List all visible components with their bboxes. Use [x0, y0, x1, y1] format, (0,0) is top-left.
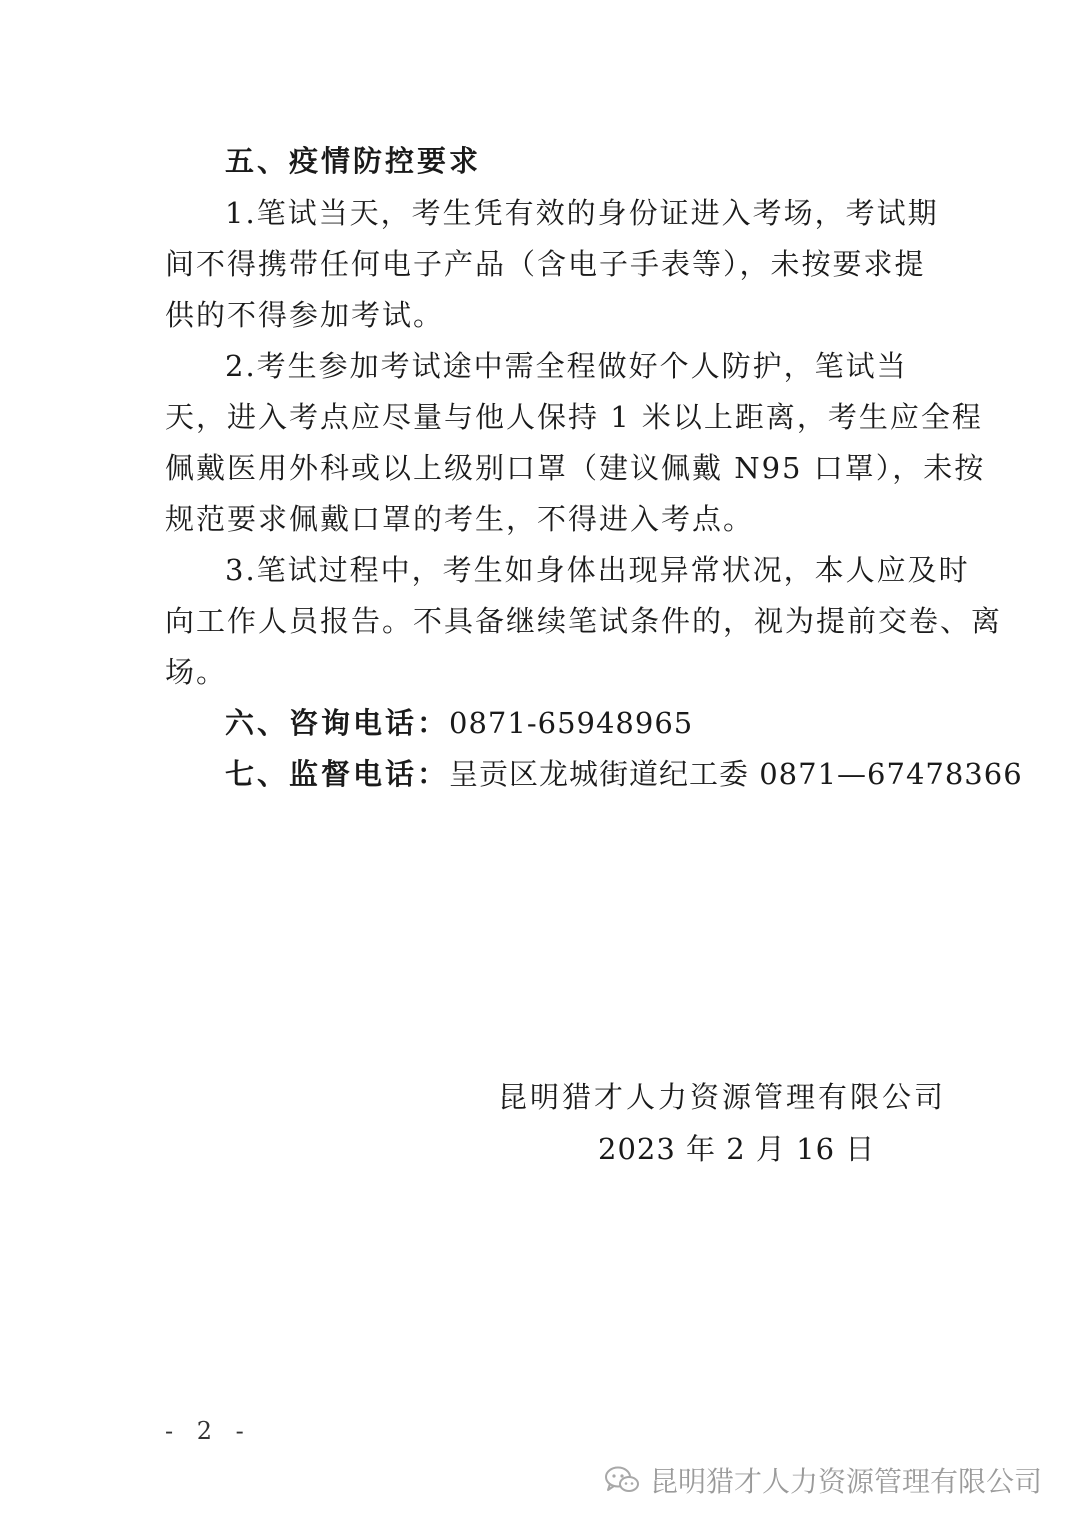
- signature-company: 昆明猎才人力资源管理有限公司: [498, 1080, 947, 1114]
- wechat-watermark: [604, 1460, 1042, 1500]
- item-2-line-4: 规范要求佩戴口罩的考生，不得进入考点。: [165, 502, 755, 536]
- watermark-text: 昆明猎才人力资源管理有限公司: [649, 1465, 1042, 1498]
- wechat-icon: [604, 1465, 640, 1495]
- section-5-heading: 五、疫情防控要求: [225, 144, 482, 178]
- item-3-line-3: 场。: [165, 655, 228, 689]
- item-2-line-3: 佩戴医用外科或以上级别口罩（建议佩戴 N95 口罩），未按: [165, 451, 986, 485]
- item-1-line-3: 供的不得参加考试。: [165, 298, 445, 332]
- item-1-line-1: 1.笔试当天，考生凭有效的身份证进入考场，考试期: [225, 196, 939, 230]
- item-3-line-2: 向工作人员报告。不具备继续笔试条件的，视为提前交卷、离: [165, 604, 1003, 638]
- item-3-line-1: 3.笔试过程中，考生如身体出现异常状况，本人应及时: [225, 553, 970, 587]
- item-2-line-1: 2.考生参加考试途中需全程做好个人防护，笔试当: [225, 349, 908, 383]
- supervision-phone-label: 七、监督电话：: [225, 757, 450, 791]
- signature-date: 2023 年 2 月 16 日: [598, 1132, 876, 1166]
- consult-phone-line: [225, 705, 693, 741]
- consult-phone-number: 0871-65948965: [449, 706, 694, 740]
- supervision-phone-line: [225, 756, 1023, 792]
- page-number: - 2 -: [165, 1417, 252, 1445]
- consult-phone-label: 六、咨询电话：: [225, 706, 450, 740]
- item-2-line-2: 天，进入考点应尽量与他人保持 1 米以上距离，考生应全程: [165, 400, 983, 434]
- item-1-line-2: 间不得携带任何电子产品（含电子手表等），未按要求提: [165, 247, 926, 281]
- supervision-phone-value: 呈贡区龙城街道纪工委 0871—67478366: [449, 757, 1023, 791]
